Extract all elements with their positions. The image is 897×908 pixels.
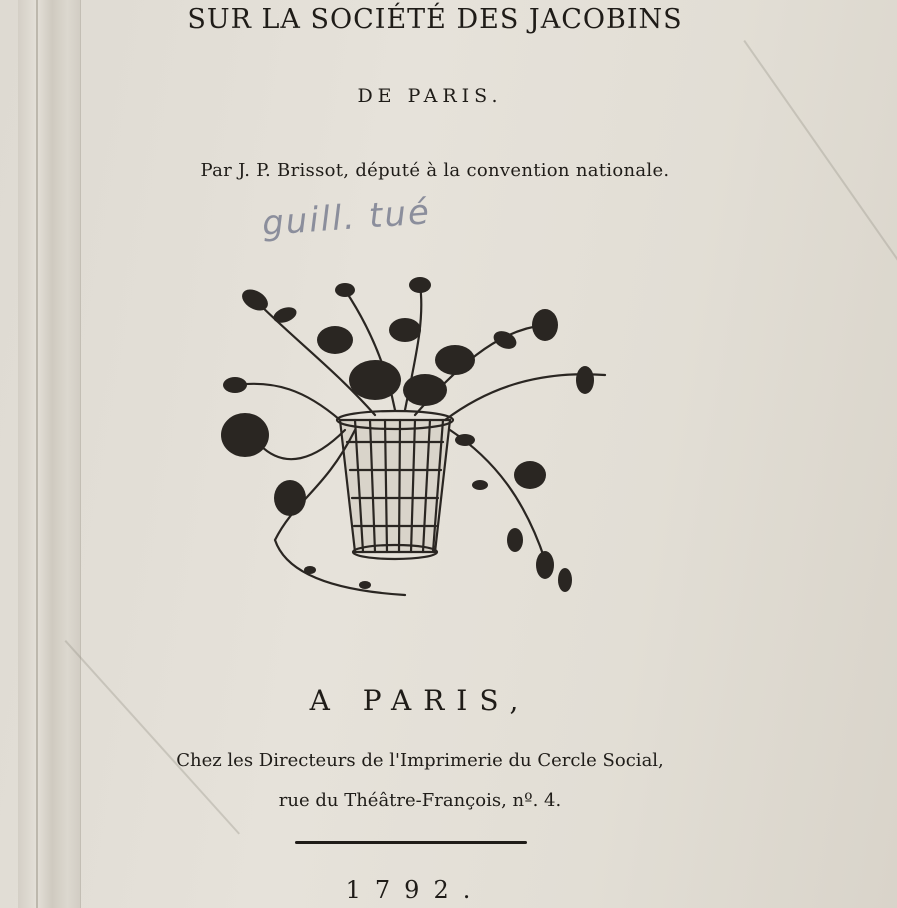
divider-rule [295, 841, 527, 844]
spine-edge-line [36, 0, 38, 908]
page-corner-fold [743, 40, 897, 311]
document-title: SUR LA SOCIÉTÉ DES JACOBINS [187, 4, 683, 35]
document-subtitle: DE PARIS. [357, 85, 503, 107]
publisher-line-2: rue du Théâtre-François, nº. 4. [278, 790, 562, 811]
imprint-year: 1792. [345, 876, 485, 904]
spine-fold [18, 0, 81, 908]
author-line: Par J. P. Brissot, député à la convention nationale. [200, 160, 670, 181]
publisher-line-1: Chez les Directeurs de l'Imprimerie du Cercle Social, [176, 750, 664, 771]
imprint-place: A PARIS, [309, 684, 531, 717]
flower-basket-vignette [215, 270, 615, 605]
handwritten-note: guill. tué [260, 192, 433, 244]
